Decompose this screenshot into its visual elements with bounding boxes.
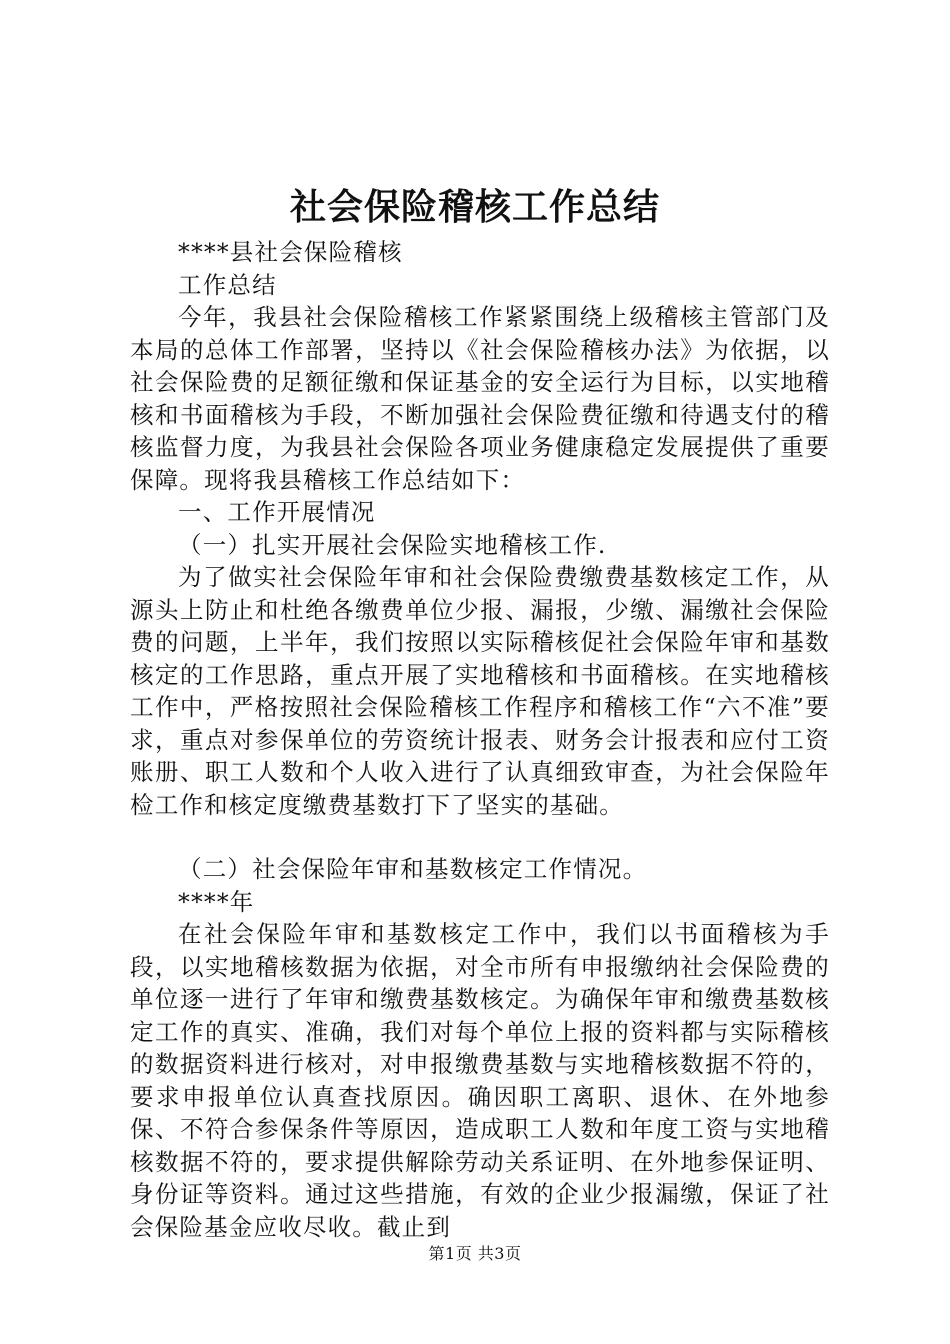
- org-line: ****县社会保险稽核: [178, 238, 403, 266]
- paragraph-gap: [130, 821, 830, 853]
- paragraph-field-audit: 为了做实社会保险年审和社会保险费缴费基数核定工作，从源头上防止和杜绝各缴费单位少报、漏报，少缴、漏缴社会保险费的问题，上半年，我们按照以实际稽核促社会保险年审和基数核定的工作思路，重点开展了实地稽核和书面稽核。在实地稽核工作中，严格按照社会保险稽核工作程序和稽核工作“六不准”要求，重点对参保单位的劳资统计报表、财务会计报表和应付工资账册、职工人数和个人收入进行了认真细致审查，为社会保险年检工作和核定度缴费基数打下了坚实的基础。: [130, 563, 830, 819]
- document-title: 社会保险稽核工作总结: [289, 187, 660, 228]
- paragraph-annual-review: 在社会保险年审和基数核定工作中，我们以书面稽核为手段，以实地稽核数据为依据，对全市所有申报缴纳社会保险费的单位逐一进行了年审和缴费基数核定。为确保年审和缴费基数核定工作的真实、准确，我们对每个单位上报的资料都与实际稽核的数据资料进行核对，对申报缴费基数与实地稽核数据不符的，要求申报单位认真查找原因。确因职工离职、退休、在外地参保、不符合参保条件等原因，造成职工人数和年度工资与实地稽核数据不符的，要求提供解除劳动关系证明、在外地参保证明、身份证等资料。通过这些措施，有效的企业少报漏缴，保证了社会保险基金应收尽收。截止到: [130, 920, 830, 1241]
- subtitle-line: 工作总结: [178, 270, 277, 299]
- subsection-heading-1: （一）扎实开展社会保险实地稽核工作.: [178, 530, 607, 559]
- intro-paragraph: 今年，我县社会保险稽核工作紧紧围绕上级稽核主管部门及本局的总体工作部署，坚持以《社会保险稽核办法》为依据，以社会保险费的足额征缴和保证基金的安全运行为目标，以实地稽核和书面稽核为手段，不断加强社会保险费征缴和待遇支付的稽核监督力度，为我县社会保险各项业务健康稳定发展提供了重要保障。现将我县稽核工作总结如下：: [130, 303, 830, 494]
- page-number-footer: 第1页 共3页: [428, 1244, 522, 1263]
- section-heading-1: 一、工作开展情况: [178, 498, 376, 526]
- subsection-heading-2: （二）社会保险年审和基数核定工作情况。: [178, 855, 648, 883]
- year-line: ****年: [178, 887, 255, 916]
- document-body: [130, 236, 830, 1243]
